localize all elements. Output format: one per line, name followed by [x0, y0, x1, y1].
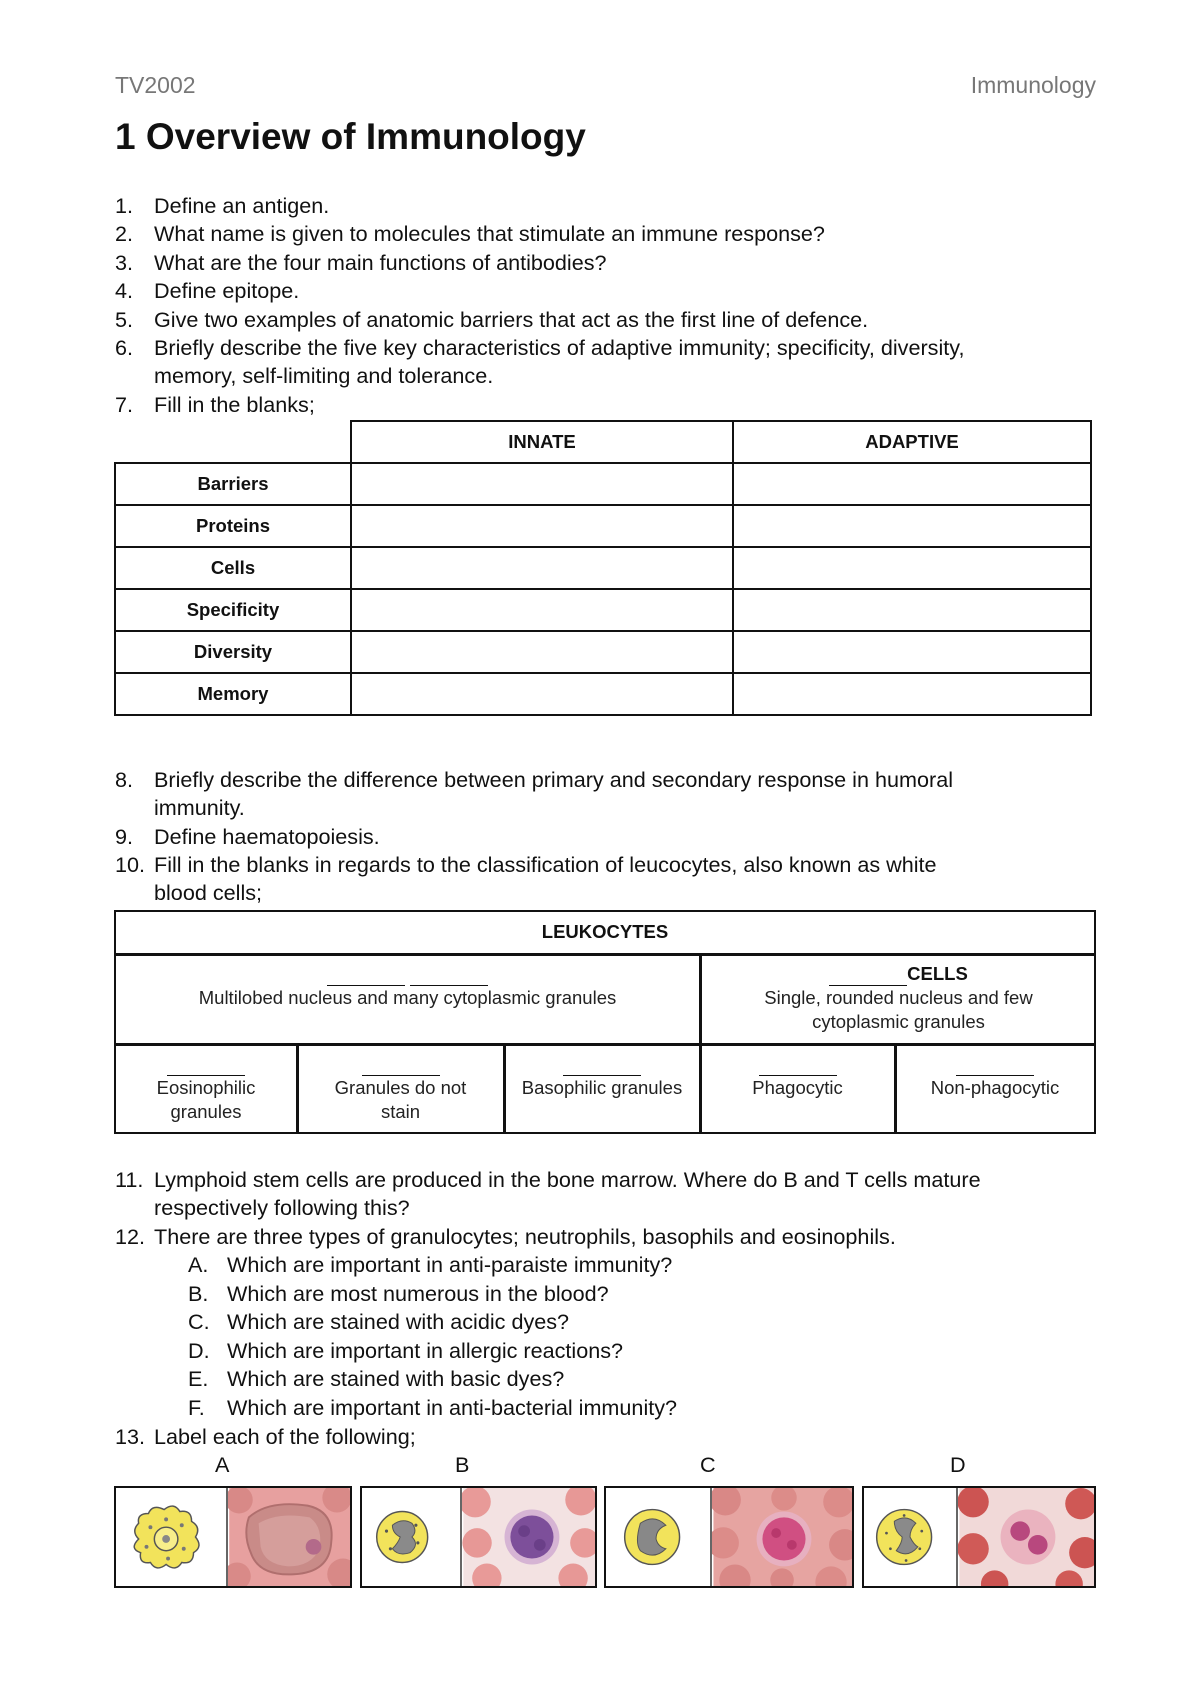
question-10-continued: blood cells;: [154, 880, 263, 905]
subtype-cell: [116, 1052, 296, 1124]
subtype-desc: granules: [170, 1101, 242, 1122]
agranulocyte-group: [701, 962, 1096, 1034]
cells-suffix: CELLS: [907, 963, 968, 984]
blank-cell[interactable]: [351, 547, 733, 589]
image-label-b: B: [455, 1452, 470, 1477]
blank-line[interactable]: [167, 1057, 245, 1076]
blank-line[interactable]: [327, 967, 405, 986]
blank-cell[interactable]: [351, 631, 733, 673]
course-code: TV2002: [115, 72, 196, 98]
row-header-barriers: Barriers: [115, 463, 351, 505]
amoeboid-cell-icon: [116, 1488, 226, 1586]
blank-cell[interactable]: [351, 673, 733, 715]
subtype-desc: Granules do not: [334, 1077, 467, 1098]
subtype-cell: [298, 1052, 503, 1124]
subtype-cell: [896, 1052, 1094, 1100]
eosinophil-micrograph: [958, 1488, 1096, 1586]
row-header-specificity: Specificity: [115, 589, 351, 631]
granulocyte-desc: Multilobed nucleus and many cytoplasmic granules: [198, 987, 617, 1008]
blank-line[interactable]: [956, 1057, 1034, 1076]
subtype-desc: Phagocytic: [752, 1077, 843, 1098]
neutrophil-micrograph: [712, 1488, 854, 1586]
leukocyte-table: [114, 910, 1096, 1134]
row-header-cells: Cells: [115, 547, 351, 589]
blank-cell[interactable]: [733, 505, 1091, 547]
table-corner: [115, 421, 351, 463]
cell-image-d: [862, 1486, 1096, 1588]
cell-image-c: [604, 1486, 854, 1588]
col-header-innate: INNATE: [351, 421, 733, 463]
blank-line[interactable]: [563, 1057, 641, 1076]
lymphocyte-micrograph: [462, 1488, 597, 1586]
cell-image-a: [114, 1486, 352, 1588]
blank-line[interactable]: [362, 1057, 440, 1076]
granulocyte-group: [116, 962, 699, 1010]
blank-cell[interactable]: [733, 589, 1091, 631]
blank-cell[interactable]: [733, 673, 1091, 715]
subtype-cell: [701, 1052, 894, 1100]
innate-adaptive-table: [114, 420, 1092, 716]
leukocytes-title: LEUKOCYTES: [541, 921, 669, 942]
blank-cell[interactable]: [351, 589, 733, 631]
row-header-proteins: Proteins: [115, 505, 351, 547]
blank-cell[interactable]: [351, 505, 733, 547]
question-8-continued: immunity.: [154, 795, 245, 820]
round-cell-icon: [362, 1488, 460, 1586]
subtype-desc: Eosinophilic: [156, 1077, 256, 1098]
blank-line[interactable]: [829, 967, 907, 986]
row-header-diversity: Diversity: [115, 631, 351, 673]
blank-cell[interactable]: [733, 463, 1091, 505]
subject-label: Immunology: [970, 72, 1096, 98]
round-cell-icon: [864, 1488, 956, 1586]
question-11-continued: respectively following this?: [154, 1195, 410, 1220]
blank-cell[interactable]: [733, 631, 1091, 673]
cell-image-b: [360, 1486, 597, 1588]
round-cell-icon: [606, 1488, 710, 1586]
subtype-cell: [505, 1052, 699, 1100]
subtype-desc: stain: [380, 1101, 421, 1122]
blank-line[interactable]: [759, 1057, 837, 1076]
macrophage-micrograph: [228, 1488, 352, 1586]
agranulocyte-desc-1: Single, rounded nucleus and few: [764, 987, 1033, 1008]
blank-cell[interactable]: [733, 547, 1091, 589]
blank-line[interactable]: [410, 967, 488, 986]
image-label-c: C: [700, 1452, 716, 1477]
subtype-desc: Basophilic granules: [521, 1077, 683, 1098]
question-6-continued: memory, self-limiting and tolerance.: [154, 363, 494, 388]
image-label-a: A: [215, 1452, 230, 1477]
col-header-adaptive: ADAPTIVE: [733, 421, 1091, 463]
row-header-memory: Memory: [115, 673, 351, 715]
subtype-desc: Non-phagocytic: [930, 1077, 1060, 1098]
page-title: 1 Overview of Immunology: [115, 116, 586, 157]
blank-cell[interactable]: [351, 463, 733, 505]
image-label-d: D: [950, 1452, 966, 1477]
agranulocyte-desc-2: cytoplasmic granules: [812, 1011, 985, 1032]
